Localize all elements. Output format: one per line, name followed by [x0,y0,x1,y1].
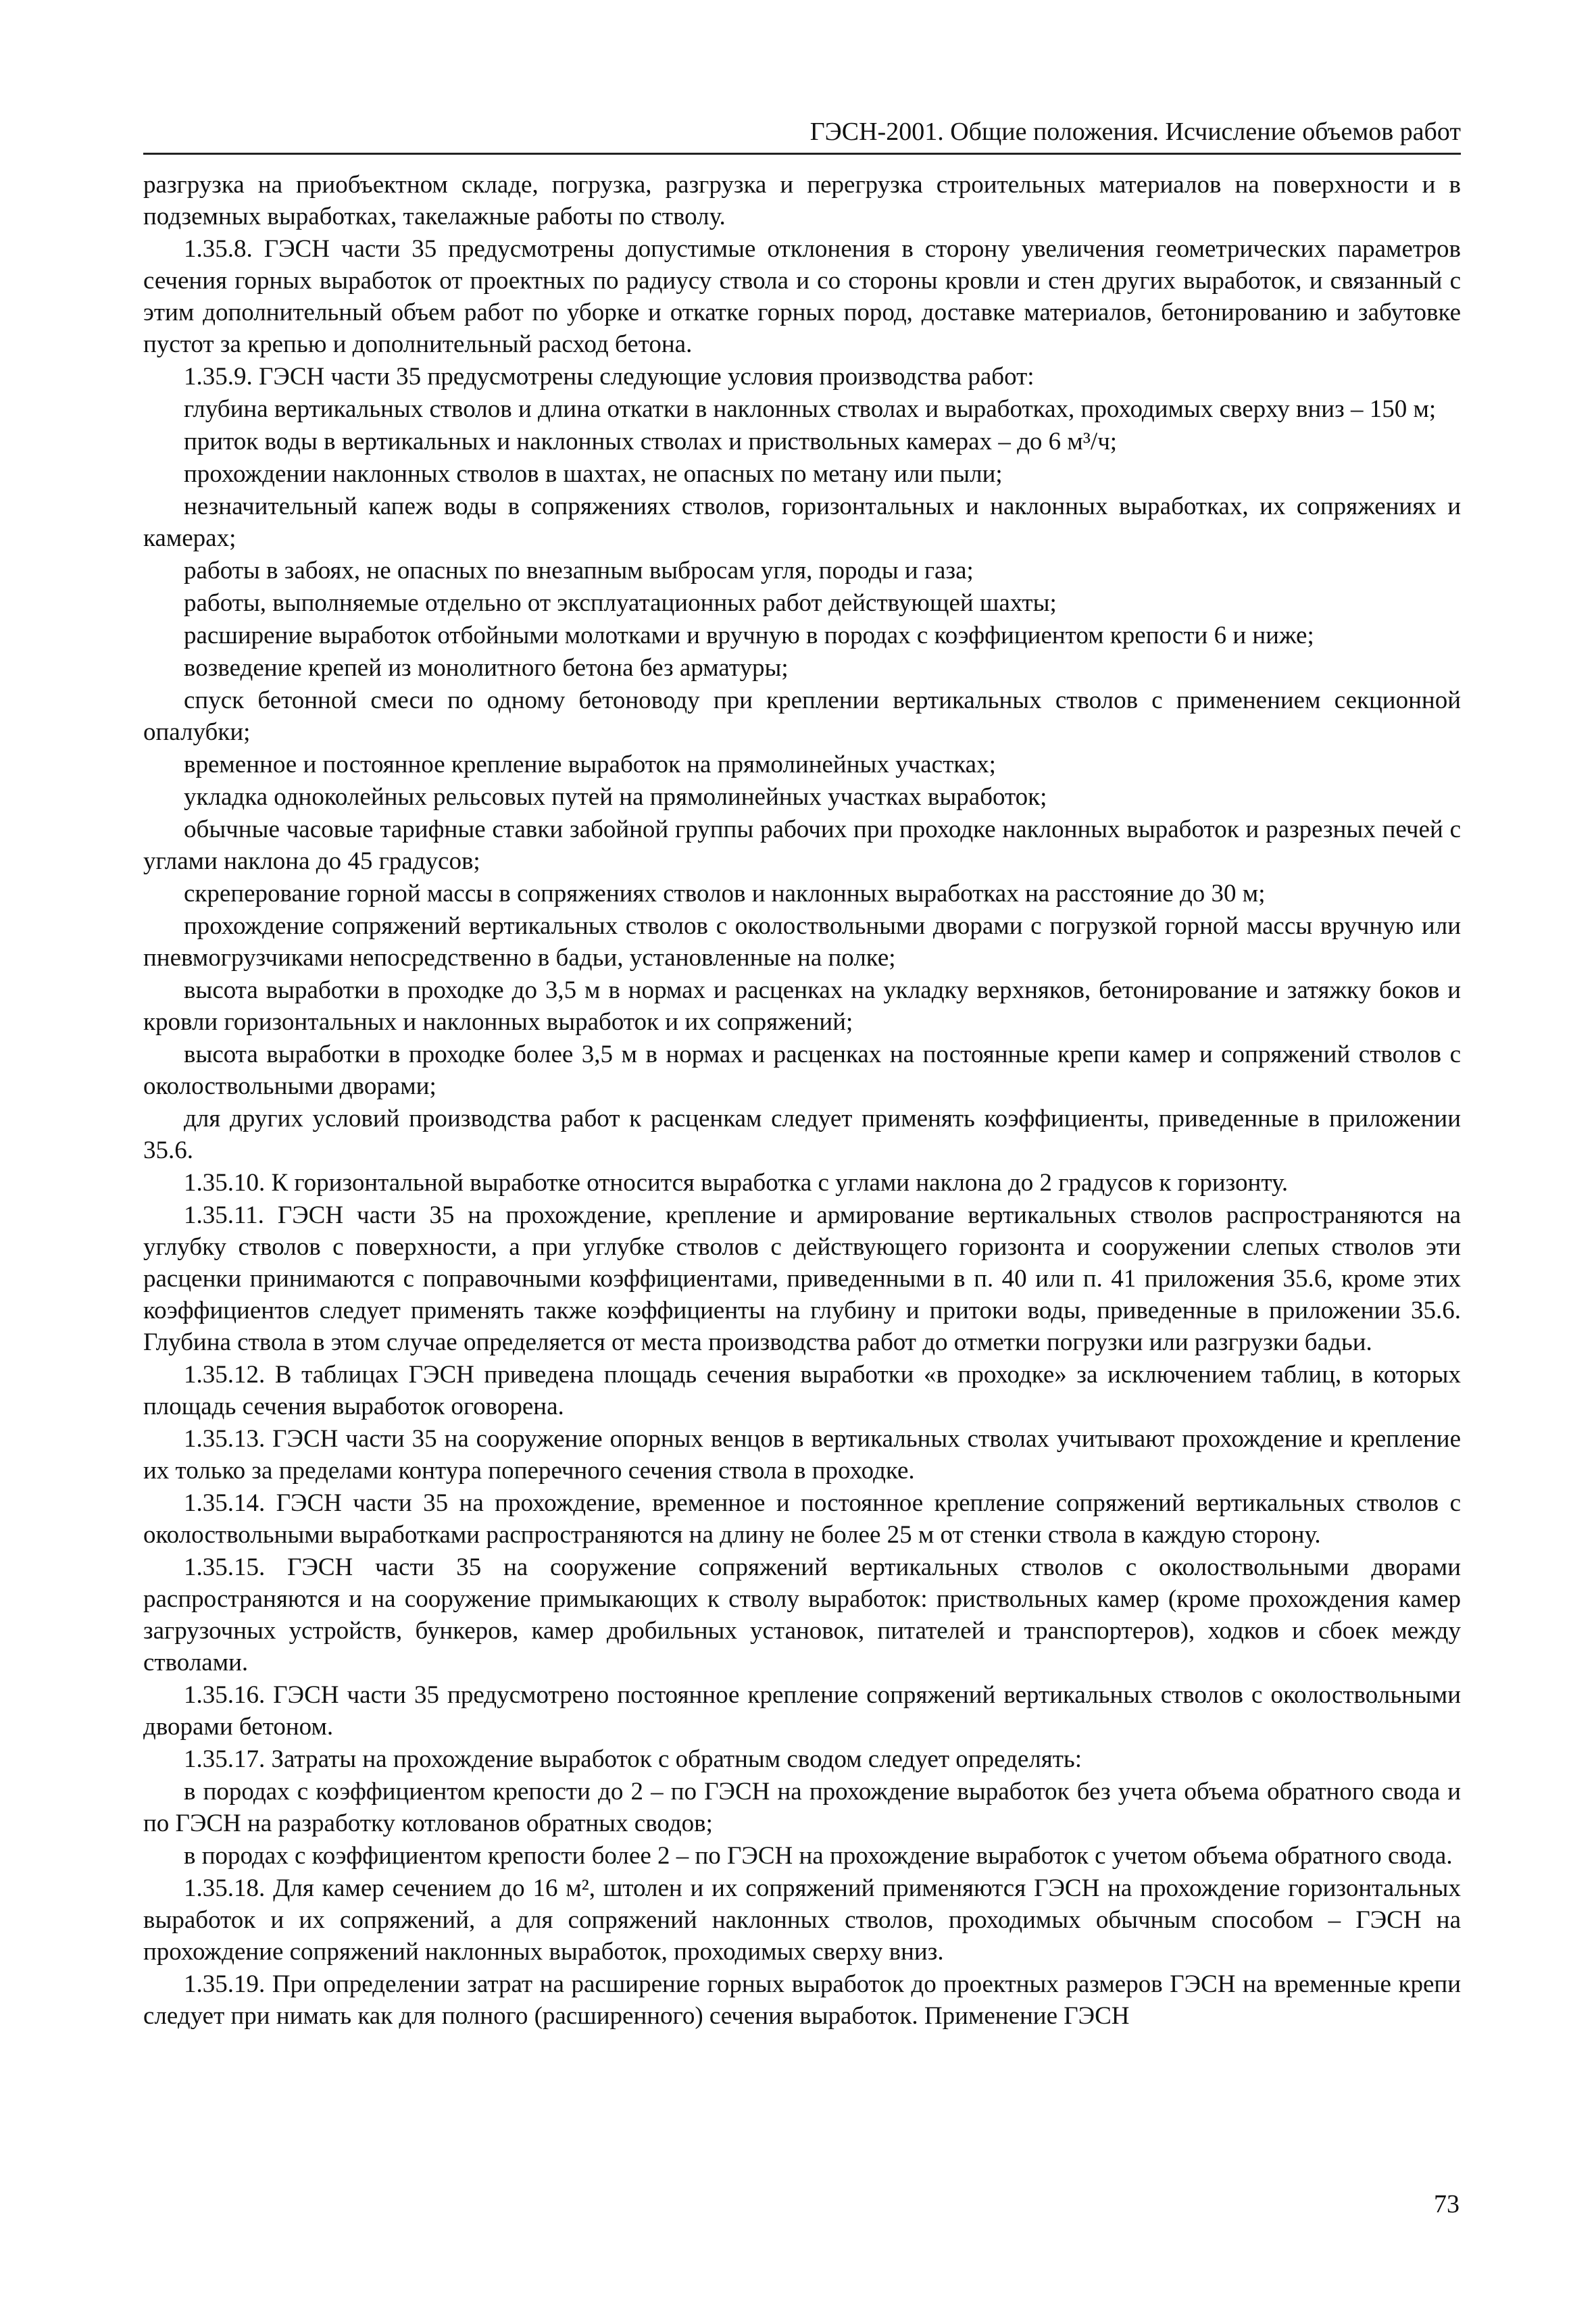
paragraph: 1.35.15. ГЭСН части 35 на сооружение сопряжений вертикальных стволов с околоствольными дворами распространяются и на сооружение примыкающих к стволу выработок: приствольных камер (кроме прохождения камер загрузочных устройств, бункеров, камер дробильных установок, питателей и транспортеров), ходков и сбоек между стволами. [143,1553,1461,1676]
paragraph: временное и постоянное крепление выработок на прямолинейных участках; [184,751,996,778]
paragraph: прохождение сопряжений вертикальных стволов с околоствольными дворами с погрузкой горной массы вручную или пневмогрузчиками непосредственно в бадьи, установленные на полке; [143,912,1461,972]
document-body [143,169,1461,2033]
paragraph: скреперование горной массы в сопряжениях стволов и наклонных выработках на расстояние до 30 м; [184,880,1266,907]
paragraph: 1.35.18. Для камер сечением до 16 м², штолен и их сопряжений применяются ГЭСН на прохождение горизонтальных выработок и их сопряжений, а для сопряжений наклонных стволов, проходимых обычным способом – ГЭСН на прохождение сопряжений наклонных выработок, проходимых сверху вниз. [143,1874,1461,1966]
paragraph: расширение выработок отбойными молотками и вручную в породах с коэффициентом крепости 6 и ниже; [184,622,1314,649]
paragraph: приток воды в вертикальных и наклонных стволах и приствольных камерах – до 6 м³/ч; [184,428,1118,455]
paragraph: в породах с коэффициентом крепости до 2 – по ГЭСН на прохождение выработок без учета объема обратного свода и по ГЭСН на разработку котлованов обратных сводов; [143,1778,1461,1837]
paragraph: для других условий производства работ к расценкам следует применять коэффициенты, приведенные в приложении 35.6. [143,1105,1461,1164]
paragraph: работы в забоях, не опасных по внезапным выбросам угля, породы и газа; [184,557,974,584]
paragraph: в породах с коэффициентом крепости более 2 – по ГЭСН на прохождение выработок с учетом объема обратного свода. [184,1842,1453,1870]
paragraph: 1.35.14. ГЭСН части 35 на прохождение, временное и постоянное крепление сопряжений вертикальных стволов с околоствольными выработками распространяются на длину не более 25 м от стенки ствола в каждую сторону. [143,1489,1461,1549]
paragraph: глубина вертикальных стволов и длина откатки в наклонных стволах и выработках, проходимых сверху вниз – 150 м; [184,395,1437,423]
paragraph: спуск бетонной смеси по одному бетоноводу при креплении вертикальных стволов с применением секционной опалубки; [143,687,1461,746]
paragraph: 1.35.13. ГЭСН части 35 на сооружение опорных венцов в вертикальных стволах учитывают прохождение и крепление их только за пределами контура поперечного сечения ствола в проходке. [143,1425,1461,1485]
paragraph: 1.35.11. ГЭСН части 35 на прохождение, крепление и армирование вертикальных стволов распространяются на углубку стволов с поверхности, а при углубке стволов с действующего горизонта и сооружении слепых стволов эти расценки принимаются с поправочными коэффициентами, приведенными в п. 40 или п. 41 приложения 35.6, кроме этих коэффициентов следует применять также коэффициенты на глубину и притоки воды, приведенные в приложении 35.6. Глубина ствола в этом случае определяется от места производства работ до отметки погрузки или разгрузки бадьи. [143,1201,1461,1356]
paragraph: 1.35.12. В таблицах ГЭСН приведена площадь сечения выработки «в проходке» за исключением таблиц, в которых площадь сечения выработок оговорена. [143,1361,1461,1420]
page-number: 73 [1434,2190,1460,2218]
paragraph: работы, выполняемые отдельно от эксплуатационных работ действующей шахты; [184,589,1057,617]
paragraph: 1.35.19. При определении затрат на расширение горных выработок до проектных размеров ГЭСН на временные крепи следует при нимать как для полного (расширенного) сечения выработок. Применение ГЭСН [143,1970,1461,2030]
paragraph: укладка одноколейных рельсовых путей на прямолинейных участках выработок; [184,783,1047,811]
paragraph: высота выработки в проходке до 3,5 м в нормах и расценках на укладку верхняков, бетонирование и затяжку боков и кровли горизонтальных и наклонных выработок и их сопряжений; [143,976,1461,1036]
running-header: ГЭСН-2001. Общие положения. Исчисление объемов работ [143,115,1461,155]
paragraph: обычные часовые тарифные ставки забойной группы рабочих при проходке наклонных выработок и разрезных печей с углами наклона до 45 градусов; [143,816,1461,875]
paragraph: незначительный капеж воды в сопряжениях стволов, горизонтальных и наклонных выработках, их сопряжениях и камерах; [143,493,1461,552]
paragraph: 1.35.8. ГЭСН части 35 предусмотрены допустимые отклонения в сторону увеличения геометрических параметров сечения горных выработок от проектных по радиусу ствола и со стороны кровли и стен других выработок, и связанный с этим дополнительный объем работ по уборке и откатке горных пород, доставке материалов, бетонированию и забутовке пустот за крепью и дополнительный расход бетона. [143,235,1461,358]
paragraph: 1.35.9. ГЭСН части 35 предусмотрены следующие условия производства работ: [184,363,1034,391]
paragraph: высота выработки в проходке более 3,5 м в нормах и расценках на постоянные крепи камер и сопряжений стволов с околоствольными дворами; [143,1041,1461,1100]
paragraph: прохождении наклонных стволов в шахтах, не опасных по метану или пыли; [184,460,1003,488]
paragraph: 1.35.16. ГЭСН части 35 предусмотрено постоянное крепление сопряжений вертикальных стволов с околоствольными дворами бетоном. [143,1681,1461,1741]
paragraph: 1.35.10. К горизонтальной выработке относится выработка с углами наклона до 2 градусов к горизонту. [184,1169,1289,1197]
paragraph: разгрузка на приобъектном складе, погрузка, разгрузка и перегрузка строительных материалов на поверхности и в подземных выработках, такелажные работы по стволу. [143,171,1461,230]
paragraph: 1.35.17. Затраты на прохождение выработок с обратным сводом следует определять: [184,1745,1082,1773]
paragraph: возведение крепей из монолитного бетона без арматуры; [184,654,789,682]
